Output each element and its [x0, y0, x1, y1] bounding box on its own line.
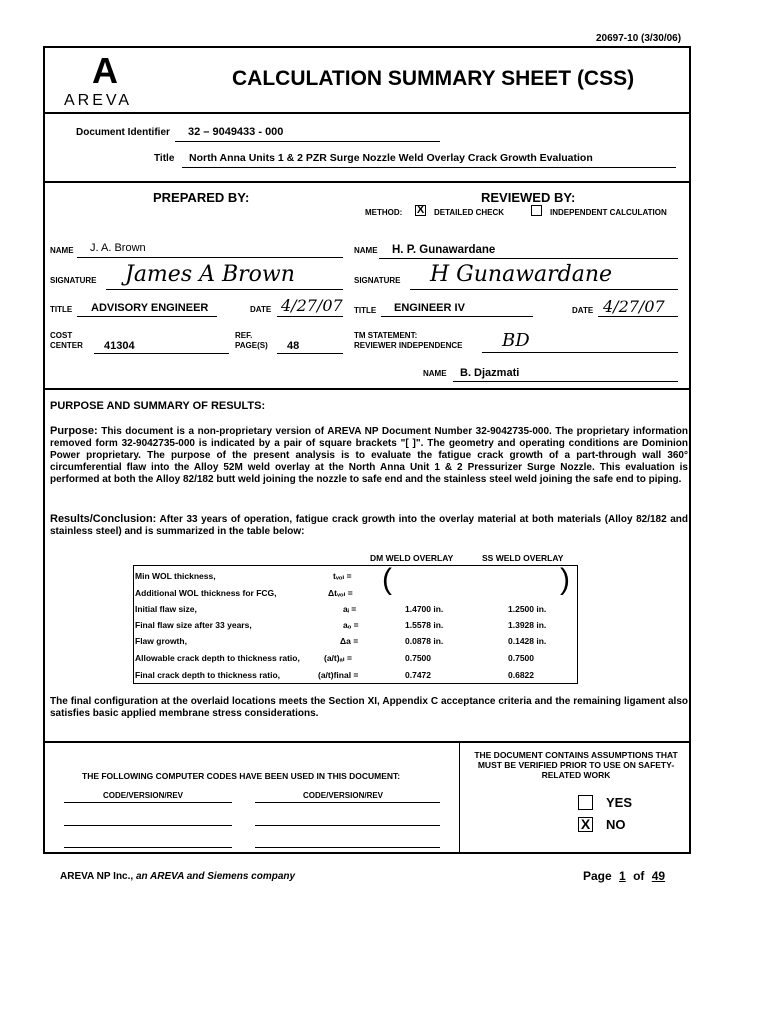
table-row-dm: 1.5578 in.	[405, 620, 444, 630]
col-header-dm: DM WELD OVERLAY	[370, 553, 454, 563]
reviewer-title-label: TITLE	[354, 306, 377, 315]
table-row-label: Final crack depth to thickness ratio,	[135, 670, 281, 680]
reviewer-name2[interactable]: B. Djazmati	[460, 367, 520, 379]
reviewer-initials[interactable]: BD	[502, 330, 530, 351]
code-entry-line[interactable]	[64, 802, 232, 803]
table-row-label: Additional WOL thickness for FCG,	[135, 588, 277, 598]
purpose-heading: PURPOSE AND SUMMARY OF RESULTS:	[50, 400, 266, 412]
divider	[45, 388, 689, 390]
reviewer-title[interactable]: ENGINEER IV	[394, 302, 465, 314]
results-paragraph	[50, 513, 688, 538]
prepared-by-heading: PREPARED BY:	[153, 190, 250, 205]
page-number	[583, 869, 673, 883]
table-row-symbol: aᵢ =	[343, 604, 357, 614]
table-row-ss: 0.7500	[508, 653, 534, 663]
cost-center-label: COST CENTER	[50, 331, 83, 350]
code-entry-line[interactable]	[64, 847, 232, 848]
prepared-title-label: TITLE	[50, 305, 73, 314]
document-identifier[interactable]: 32 – 9049433 - 000	[188, 126, 284, 138]
assumptions-statement: THE DOCUMENT CONTAINS ASSUMPTIONS THAT MUST BE VERIFIED PRIOR TO USE ON SAFETY-RELATED WORK	[474, 750, 678, 780]
no-label: NO	[606, 817, 626, 832]
redaction-bracket-close: )	[560, 563, 570, 596]
table-row-ss: 0.6822	[508, 670, 534, 680]
method-label: METHOD:	[365, 208, 403, 217]
document-identifier-label: Document Identifier	[76, 127, 170, 138]
purpose-text: This document is a non-proprietary version of AREVA NP Document Number 32-9042735-000. The proprietary information removed form 32-9042735-000 is indicated by a pair of square brackets "[ ]". The geometry and operating conditions are Dominion Power proprietary. The purpose of the present analysis is to evaluate the fatigue crack growth of a part-through wall 360° circumferential flaw into the Alloy 52M weld overlay at the North Anna Unit 1 & 2 Pressurizer Surge Nozzle. This evaluation is performed at both the Alloy 82/182 butt weld joining the nozzle to safe end and the stainless steel weld joining the safe end to piping.	[50, 426, 688, 485]
prepared-name-label: NAME	[50, 246, 74, 255]
reviewer-name2-label: NAME	[423, 369, 447, 378]
code-entry-line[interactable]	[255, 847, 440, 848]
page-label: Page	[583, 869, 612, 883]
final-paragraph: The final configuration at the overlaid locations meets the Section XI, Appendix C acceptance criteria and the remaining ligament also satisfies basic applied membrane stress considerations.	[50, 696, 688, 719]
table-row-dm: 0.7500	[405, 653, 431, 663]
prepared-signature: James A Brown	[125, 262, 295, 287]
no-checkbox[interactable]: X	[578, 817, 593, 832]
purpose-paragraph	[50, 425, 688, 486]
table-row-symbol: tᵥₒₗ =	[333, 571, 352, 581]
reviewer-name[interactable]: H. P. Gunawardane	[392, 244, 496, 256]
footer-company-tagline: an AREVA and Siemens company	[135, 871, 296, 882]
of-label: of	[633, 869, 645, 883]
redaction-bracket-open: (	[382, 563, 392, 596]
detailed-check-checkbox[interactable]: X	[416, 204, 425, 216]
independent-calculation-label: INDEPENDENT CALCULATION	[550, 208, 667, 217]
codes-col1-header: CODE/VERSION/REV	[103, 791, 184, 800]
codes-heading: THE FOLLOWING COMPUTER CODES HAVE BEEN USED IN THIS DOCUMENT:	[82, 771, 401, 781]
prepared-signature-label: SIGNATURE	[50, 276, 97, 285]
results-text: After 33 years of operation, fatigue crack growth into the overlay material at both materials (Alloy 82/182 and stainless steel) and is summarized in the table below:	[50, 514, 688, 537]
reviewer-name-label: NAME	[354, 246, 378, 255]
areva-logo-mark: A	[92, 50, 116, 91]
document-title[interactable]: North Anna Units 1 & 2 PZR Surge Nozzle Weld Overlay Crack Growth Evaluation	[189, 152, 593, 164]
divider	[459, 741, 460, 854]
table-row-ss: 0.1428 in.	[508, 636, 547, 646]
reviewer-signature-label: SIGNATURE	[354, 276, 401, 285]
areva-logo-word: AREVA	[64, 92, 133, 109]
table-row-label: Flaw growth,	[135, 636, 187, 646]
detailed-check-label: DETAILED CHECK	[434, 208, 505, 217]
page-total: 49	[651, 869, 666, 883]
table-row-symbol: Δa =	[340, 636, 359, 646]
ref-pages[interactable]: 48	[287, 340, 300, 352]
code-entry-line[interactable]	[255, 825, 440, 826]
divider	[45, 741, 689, 743]
divider	[45, 112, 689, 114]
table-row-dm: 0.0878 in.	[405, 636, 444, 646]
ref-pages-label: REF. PAGE(S)	[235, 331, 268, 350]
table-row-symbol: (a/t)final =	[318, 670, 359, 680]
table-row-dm: 1.4700 in.	[405, 604, 444, 614]
yes-checkbox[interactable]	[578, 795, 593, 810]
page-title: CALCULATION SUMMARY SHEET (CSS)	[232, 67, 635, 90]
independent-calculation-checkbox[interactable]	[531, 205, 542, 216]
table-row-label: Initial flaw size,	[135, 604, 197, 614]
reviewer-date-label: DATE	[572, 306, 594, 315]
code-entry-line[interactable]	[64, 825, 232, 826]
table-row-label: Final flaw size after 33 years,	[135, 620, 252, 630]
table-row-symbol: aₒ =	[343, 620, 359, 630]
tm-statement-label: TM STATEMENT:	[354, 331, 418, 340]
divider	[45, 181, 689, 183]
results-label: Results/Conclusion:	[50, 513, 157, 525]
page-current: 1	[619, 869, 626, 883]
col-header-ss: SS WELD OVERLAY	[482, 553, 564, 563]
reviewer-signature: H Gunawardane	[430, 262, 613, 287]
table-row-ss: 1.2500 in.	[508, 604, 547, 614]
footer-company-name: AREVA NP Inc.,	[60, 871, 134, 882]
table-row-label: Allowable crack depth to thickness ratio,	[135, 653, 300, 663]
footer-company	[60, 871, 295, 882]
table-row-symbol: (a/t)ₐₗ =	[324, 653, 352, 663]
table-row-symbol: Δtᵥₒₗ =	[328, 588, 353, 598]
purpose-label: Purpose:	[50, 425, 98, 437]
codes-col2-header: CODE/VERSION/REV	[303, 791, 384, 800]
yes-label: YES	[606, 795, 633, 810]
cost-center[interactable]: 41304	[104, 340, 135, 352]
form-number: 20697-10 (3/30/06)	[596, 33, 682, 44]
reviewed-by-heading: REVIEWED BY:	[481, 190, 576, 205]
code-entry-line[interactable]	[255, 802, 440, 803]
reviewer-independence-label: REVIEWER INDEPENDENCE	[354, 341, 463, 350]
table-row-ss: 1.3928 in.	[508, 620, 547, 630]
prepared-title[interactable]: ADVISORY ENGINEER	[91, 302, 209, 314]
prepared-date[interactable]: 4/27/07	[281, 296, 343, 315]
prepared-date-label: DATE	[250, 305, 272, 314]
table-row-dm: 0.7472	[405, 670, 431, 680]
prepared-name[interactable]: J. A. Brown	[90, 242, 146, 254]
document-title-label: Title	[154, 153, 175, 164]
reviewer-date[interactable]: 4/27/07	[603, 297, 665, 316]
table-row-label: Min WOL thickness,	[135, 571, 216, 581]
